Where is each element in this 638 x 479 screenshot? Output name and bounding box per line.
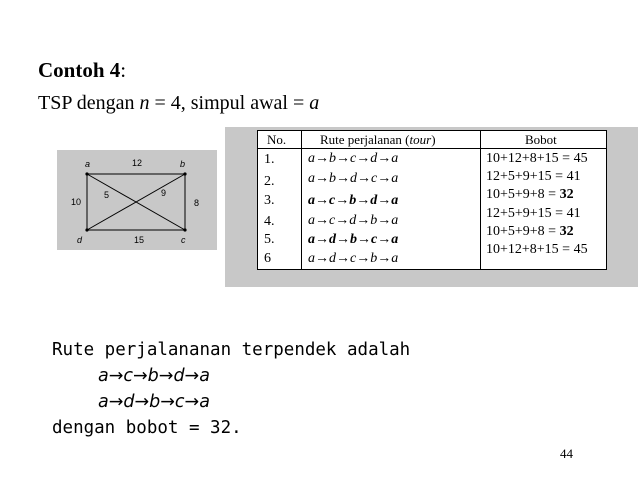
conclusion-line-1: Rute perjalananan terpendek adalah [52,340,411,360]
node-b [183,172,186,175]
edge-label-ab: 12 [132,158,143,168]
row-weight-text: 12+5+9+15 = 41 [486,206,581,221]
row-weight-text: 12+5+9+15 = 41 [486,169,581,184]
row-weight [486,206,581,222]
row-route: a→c→b→d→a [308,193,399,208]
row-no: 1. [264,152,275,167]
title-colon: : [120,58,127,82]
conclusion-route-2: a→d→b→c→a [98,392,210,412]
node-label-b: b [180,159,186,169]
edge-label-bd: 9 [161,188,167,198]
header-no: No. [267,132,287,147]
subtitle-mid: = 4, simpul awal = [149,92,310,114]
subtitle-a: a [309,92,320,114]
conclusion-line-4: dengan bobot = 32. [52,418,242,438]
header-route-post: ) [431,132,436,147]
header-route-tour: tour [409,132,432,147]
header-weight: Bobot [525,132,557,147]
row-weight-text: 10+12+8+15 = 45 [486,151,588,166]
row-route: a→b→d→c→a [308,171,399,186]
edge-label-ad: 10 [71,197,82,207]
node-label-c: c [181,235,186,245]
node-d [85,228,88,231]
tour-table [257,130,607,270]
row-weight-text: 10+12+8+15 = 45 [486,242,588,257]
header-route [320,132,436,148]
row-weight [486,187,574,203]
row-route: a→d→c→b→a [308,251,399,266]
subtitle-n: n [139,92,150,114]
row-route: a→d→b→c→a [308,232,399,247]
node-a [85,172,88,175]
row-weight [486,169,581,185]
page-number: 44 [560,446,573,461]
edge-label-ac: 5 [104,190,110,200]
slide-subtitle [38,92,319,115]
row-weight-text: 10+5+9+8 = [486,187,560,202]
row-weight-bold: 32 [559,187,574,202]
row-weight-bold: 32 [559,224,574,239]
node-c [183,228,186,231]
edge-label-bc: 8 [194,198,200,208]
slide-title [38,58,126,83]
row-no: 2. [264,174,275,189]
graph-svg [57,150,217,250]
row-weight [486,151,588,167]
row-no: 3. [264,193,275,208]
graph-figure [57,150,217,250]
row-no: 6 [264,251,271,266]
header-route-pre: Rute perjalanan ( [320,132,410,147]
table-divider-2 [480,131,481,269]
row-no: 4. [264,214,275,229]
row-weight-text: 10+5+9+8 = [486,224,560,239]
node-label-d: d [77,235,83,245]
title-text: Contoh 4 [38,58,121,82]
table-divider-1 [301,131,302,269]
row-route: a→c→d→b→a [308,213,399,228]
row-weight [486,242,588,258]
conclusion-route-1: a→c→b→d→a [98,366,210,386]
conclusion-block [52,337,410,441]
row-no: 5. [264,232,275,247]
subtitle-pre: TSP dengan [38,92,140,114]
node-label-a: a [85,159,91,169]
row-weight [486,224,574,240]
row-route: a→b→c→d→a [308,151,399,166]
edge-label-dc: 15 [134,235,145,245]
